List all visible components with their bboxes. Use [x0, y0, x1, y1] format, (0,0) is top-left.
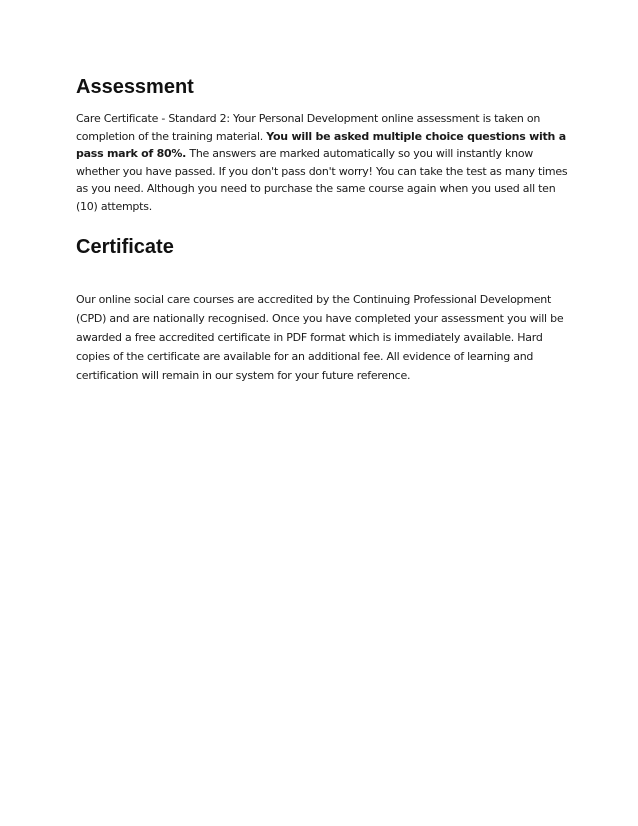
- certificate-heading: Certificate: [76, 236, 174, 258]
- certificate-paragraph: Our online social care courses are accredited by the Continuing Professional Development (CPD) and are nationally recognised. Once you have completed your assessment you will be awarded a free accredited certificate in PDF format which is immediately available. Hard copies of the certificate are available for an additional fee. All evidence of learning and certification will remain in our system for your future reference.: [76, 293, 564, 382]
- assessment-paragraph: [76, 110, 572, 215]
- assessment-heading: Assessment: [76, 76, 194, 98]
- document-page: [76, 74, 572, 382]
- assessment-text-bold: You will be asked multiple choice questions with a pass mark of 80%.: [76, 129, 566, 160]
- assessment-text-intro: Care Certificate - Standard 2: Your Personal Development online assessment is taken on completion of the training material.: [76, 112, 541, 143]
- assessment-text-rest: The answers are marked automatically so you will instantly know whether you have passed. If you don't pass don't worry! You can take the test as many times as you need. Although you need to purchase the same course again when you used all ten (10) attempts.: [76, 147, 568, 213]
